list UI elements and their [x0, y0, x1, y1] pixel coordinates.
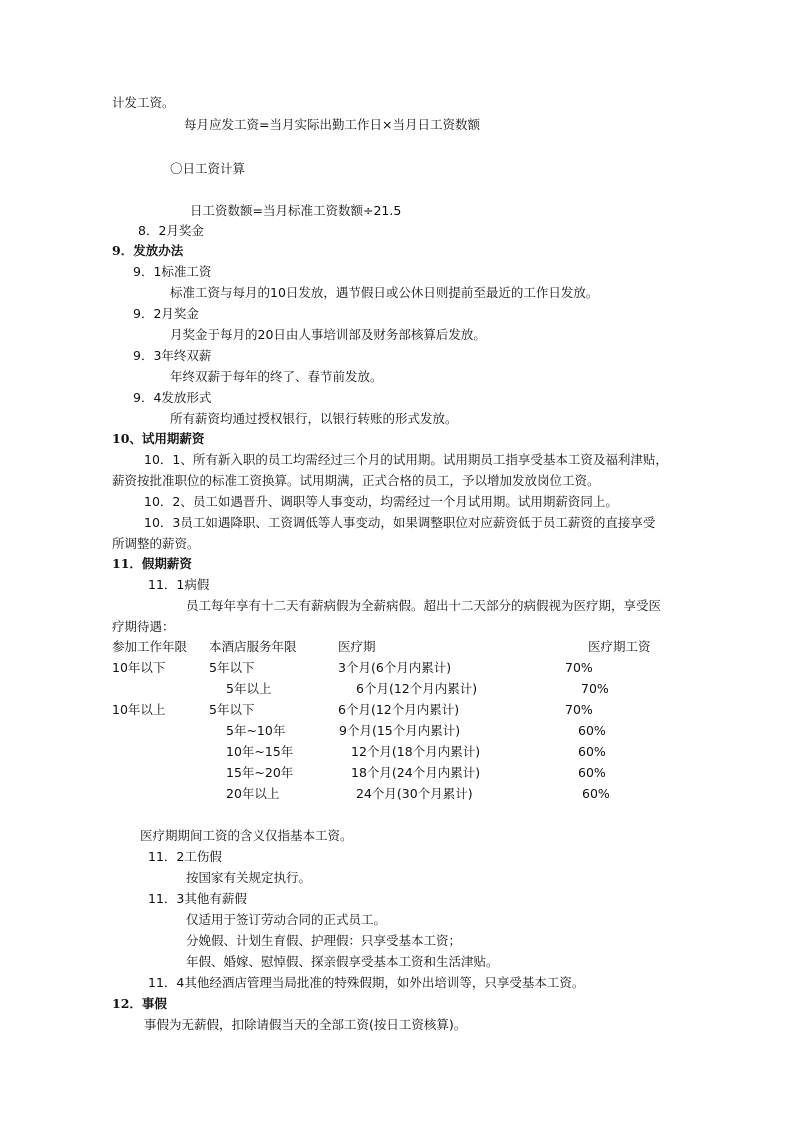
table-cell: 5年以上 [226, 681, 272, 696]
section-heading: 11．假期薪资 [112, 556, 192, 571]
item-title: 9．1标准工资 [133, 264, 212, 279]
table-cell: 60% [582, 786, 610, 801]
item-title: 8．2月奖金 [138, 223, 204, 238]
paragraph-text: 疗期待遇： [112, 619, 175, 634]
table-cell: 10年以下 [112, 660, 166, 675]
table-cell: 6个月(12个月内累计) [356, 681, 478, 696]
table-cell: 60% [578, 723, 606, 738]
table-cell: 70% [565, 702, 593, 717]
item-title: 9．3年终双薪 [133, 348, 212, 363]
table-cell: 15年~20年 [226, 765, 294, 780]
table-cell: 9个月(15个月内累计) [339, 723, 461, 738]
paragraph-text: 医疗期期间工资的含义仅指基本工资。 [140, 828, 353, 843]
paragraph-text: 10．2、员工如遇晋升、调职等人事变动，均需经过一个月试用期。试用期薪资同上。 [144, 494, 618, 509]
item-text: 年终双薪于每年的终了、春节前发放。 [170, 369, 383, 384]
item-text: 按国家有关规定执行。 [186, 870, 312, 885]
table-cell: 70% [581, 681, 609, 696]
table-cell: 3个月(6个月内累计) [338, 660, 452, 675]
table-cell: 5年以下 [209, 660, 255, 675]
item-text: 仅适用于签订劳动合同的正式员工。 [186, 912, 387, 927]
item-text: 分娩假、计划生育假、护理假：只享受基本工资； [186, 933, 462, 948]
table-cell: 10年~15年 [226, 744, 294, 759]
formula-monthly-pay: 每月应发工资=当月实际出勤工作日×当月日工资数额 [184, 117, 480, 132]
subheading-daily-wage: 〇日工资计算 [170, 161, 246, 176]
item-title: 9．2月奖金 [133, 306, 199, 321]
table-cell: 70% [565, 660, 593, 675]
paragraph-text: 10．1、所有新入职的员工均需经过三个月的试用期。试用期员工指享受基本工资及福利津贴， [144, 452, 668, 467]
item-text: 月奖金于每月的20日由人事培训部及财务部核算后发放。 [170, 327, 486, 342]
table-cell: 60% [578, 744, 606, 759]
table-header-cell: 本酒店服务年限 [209, 639, 297, 654]
table-cell: 6个月(12个月内累计) [338, 702, 460, 717]
table-header-cell: 医疗期工资 [588, 639, 651, 654]
paragraph-text: 员工每年享有十二天有薪病假为全薪病假。超出十二天部分的病假视为医疗期，享受医 [186, 598, 662, 613]
item-text: 年假、婚嫁、慰悼假、探亲假享受基本工资和生活津贴。 [186, 954, 499, 969]
table-cell: 60% [578, 765, 606, 780]
paragraph-text: 所调整的薪资。 [112, 536, 200, 551]
paragraph-text: 10．3员工如遇降职、工资调低等人事变动，如果调整职位对应薪资低于员工薪资的直接享受 [144, 515, 656, 530]
paragraph-text: 11．4其他经酒店管理当局批准的特殊假期，如外出培训等，只享受基本工资。 [148, 975, 585, 990]
item-text: 标准工资与每月的10日发放，遇节假日或公休日则提前至最近的工作日发放。 [170, 285, 599, 300]
section-heading: 12．事假 [112, 996, 167, 1011]
table-cell: 24个月(30个月累计) [356, 786, 473, 801]
item-text: 所有薪资均通过授权银行，以银行转账的形式发放。 [170, 411, 458, 426]
table-cell: 5年以下 [209, 702, 255, 717]
item-title: 11．2工伤假 [148, 849, 222, 864]
table-cell: 12个月(18个月内累计) [351, 744, 481, 759]
item-title: 11．1病假 [148, 577, 210, 592]
section-heading: 9．发放办法 [112, 243, 184, 258]
table-cell: 5年~10年 [226, 723, 286, 738]
section-heading: 10、试用期薪资 [112, 431, 205, 446]
table-header-cell: 医疗期 [338, 639, 376, 654]
table-header-cell: 参加工作年限 [112, 639, 188, 654]
paragraph-text: 薪资按批准职位的标准工资换算。试用期满，正式合格的员工，予以增加发放岗位工资。 [112, 473, 600, 488]
table-cell: 20年以上 [226, 786, 280, 801]
item-title: 9．4发放形式 [133, 390, 212, 405]
item-title: 11．3其他有薪假 [148, 891, 247, 906]
table-cell: 10年以上 [112, 702, 166, 717]
table-cell: 18个月(24个月内累计) [351, 765, 481, 780]
paragraph-text: 事假为无薪假，扣除请假当天的全部工资(按日工资核算)。 [144, 1017, 467, 1032]
paragraph-text: 计发工资。 [112, 95, 175, 110]
formula-daily-wage: 日工资数额=当月标准工资数额÷21.5 [190, 203, 402, 218]
